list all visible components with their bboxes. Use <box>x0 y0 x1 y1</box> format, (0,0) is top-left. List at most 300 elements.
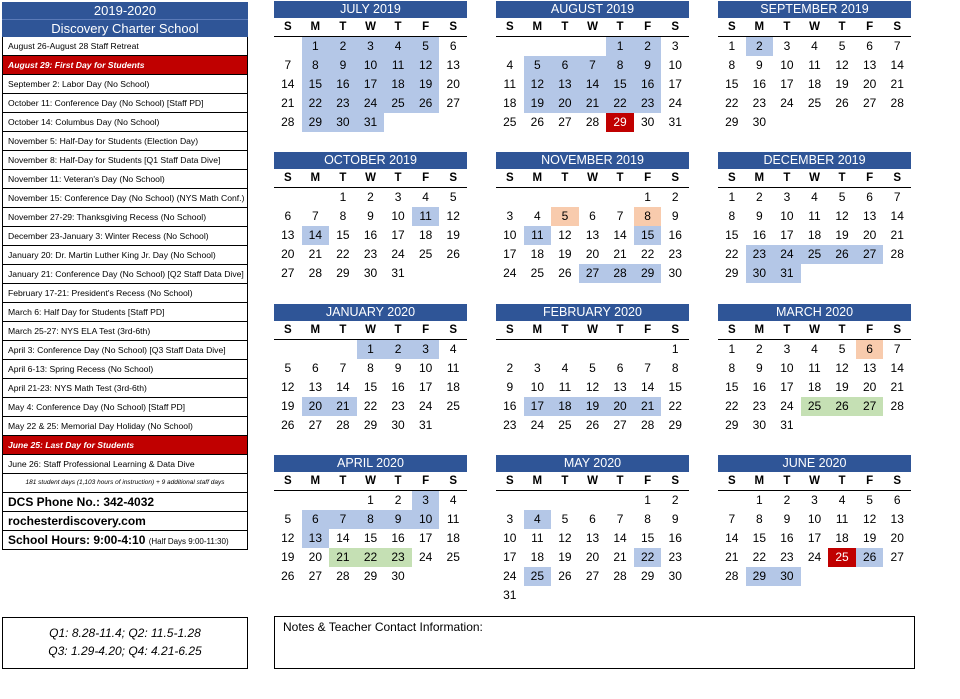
day-cell: 28 <box>585 115 600 129</box>
day-cell: 9 <box>506 380 514 394</box>
day-cell: 29 <box>606 113 634 132</box>
day-cell: 5 <box>866 493 873 507</box>
day-cell: 6 <box>866 190 873 204</box>
day-cell: 28 <box>336 418 350 432</box>
month-title: JANUARY 2020 <box>274 304 467 321</box>
day-cell: 2 <box>394 493 402 507</box>
empty-cell <box>828 416 856 435</box>
day-cell: 12 <box>446 209 460 223</box>
day-cell: 27 <box>308 569 323 583</box>
empty-cell <box>828 113 856 132</box>
weekday-header: M <box>746 18 774 37</box>
day-cell: 19 <box>862 531 877 545</box>
day-cell: 26 <box>446 247 460 261</box>
weekday-header: T <box>384 472 412 491</box>
empty-cell <box>718 586 746 605</box>
day-cell: 1 <box>644 190 651 204</box>
day-cell: 19 <box>835 228 849 242</box>
day-cell: 5 <box>838 39 846 53</box>
day-cell: 17 <box>418 380 433 394</box>
weekday-header: S <box>496 321 524 340</box>
day-cell: 7 <box>893 39 901 53</box>
day-cell: 14 <box>890 58 904 72</box>
day-cell: 30 <box>640 115 655 129</box>
day-cell: 25 <box>503 115 517 129</box>
day-cell: 27 <box>308 418 323 432</box>
day-cell: 13 <box>613 380 627 394</box>
event-item: March 25-27: NYS ELA Test (3rd-6th) <box>2 322 248 341</box>
weekday-header: T <box>606 321 634 340</box>
weekday-header: T <box>329 169 357 188</box>
empty-cell <box>883 435 911 454</box>
empty-cell <box>524 586 552 605</box>
weekday-header: M <box>302 169 330 188</box>
day-cell: 20 <box>281 247 295 261</box>
month-calendar <box>496 1 689 151</box>
empty-cell <box>551 132 579 151</box>
day-cell: 3 <box>783 39 791 53</box>
day-cell: 26 <box>585 418 600 432</box>
day-cell: 30 <box>391 569 405 583</box>
empty-cell <box>718 435 746 454</box>
empty-cell <box>412 264 440 283</box>
day-cell: 3 <box>534 361 541 375</box>
empty-cell <box>801 264 829 283</box>
day-cell: 13 <box>890 512 904 526</box>
day-cell: 27 <box>558 115 572 129</box>
empty-cell <box>496 491 524 510</box>
day-cell: 17 <box>503 247 517 261</box>
day-cell: 12 <box>835 361 849 375</box>
weekday-header: T <box>773 321 801 340</box>
empty-cell <box>801 416 829 435</box>
day-cell: 23 <box>503 418 517 432</box>
day-cell: 16 <box>503 399 517 413</box>
day-cell: 27 <box>281 266 295 280</box>
day-cell: 9 <box>367 209 374 223</box>
weekday-header: M <box>746 472 774 491</box>
day-cell: 12 <box>585 380 600 394</box>
day-cell: 15 <box>634 226 662 245</box>
weekday-header: M <box>524 18 552 37</box>
weekday-header: M <box>746 321 774 340</box>
empty-cell <box>634 340 662 359</box>
event-list <box>2 37 248 474</box>
day-cell: 3 <box>412 491 440 510</box>
empty-cell <box>828 283 856 302</box>
day-cell: 11 <box>384 56 412 75</box>
day-cell: 24 <box>357 94 385 113</box>
school-name-title: Discovery Charter School <box>2 20 248 37</box>
month-title: FEBRUARY 2020 <box>496 304 689 321</box>
empty-cell <box>302 132 330 151</box>
day-cell: 8 <box>367 361 374 375</box>
weekday-header: S <box>883 169 911 188</box>
day-cell: 21 <box>579 94 607 113</box>
day-cell: 5 <box>551 207 579 226</box>
day-cell: 7 <box>893 190 901 204</box>
weekday-header: S <box>439 18 467 37</box>
day-cell: 2 <box>783 493 791 507</box>
month-title: MARCH 2020 <box>718 304 911 321</box>
day-cell: 1 <box>728 190 736 204</box>
empty-cell <box>634 586 662 605</box>
day-cell: 27 <box>856 245 884 264</box>
day-cell: 12 <box>862 512 877 526</box>
day-cell: 10 <box>418 361 433 375</box>
day-cell: 23 <box>634 94 662 113</box>
day-cell: 21 <box>725 550 739 564</box>
month-calendar <box>274 304 467 454</box>
empty-cell <box>883 567 911 586</box>
empty-cell <box>606 491 634 510</box>
month-title: NOVEMBER 2019 <box>496 152 689 169</box>
day-cell: 16 <box>634 75 662 94</box>
event-item: December 23-January 3: Winter Recess (No School) <box>2 227 248 246</box>
weekday-header: T <box>606 472 634 491</box>
day-cell: 19 <box>524 94 552 113</box>
day-cell: 8 <box>644 512 651 526</box>
day-cell: 4 <box>811 190 818 204</box>
day-cell: 26 <box>828 397 856 416</box>
day-cell: 1 <box>302 37 330 56</box>
month-calendar <box>496 152 689 302</box>
empty-cell <box>856 113 884 132</box>
empty-cell <box>634 132 662 151</box>
day-cell: 30 <box>668 266 682 280</box>
day-cell: 18 <box>503 96 517 110</box>
empty-cell <box>718 491 746 510</box>
day-cell: 2 <box>756 190 763 204</box>
day-cell: 17 <box>391 228 405 242</box>
weekday-header: S <box>718 18 746 37</box>
empty-cell <box>883 132 911 151</box>
day-cell: 2 <box>367 190 374 204</box>
empty-cell <box>302 586 330 605</box>
day-cell: 10 <box>668 58 682 72</box>
month-title: JUNE 2020 <box>718 455 911 472</box>
day-cell: 10 <box>780 58 794 72</box>
weekday-header: S <box>439 169 467 188</box>
day-cell: 12 <box>412 56 440 75</box>
weekday-header: S <box>883 321 911 340</box>
day-cell: 25 <box>558 418 572 432</box>
empty-cell <box>718 132 746 151</box>
day-cell: 13 <box>585 531 600 545</box>
day-cell: 14 <box>579 75 607 94</box>
day-cell: 8 <box>606 56 634 75</box>
day-cell: 10 <box>503 531 517 545</box>
day-cell: 3 <box>357 37 385 56</box>
day-cell: 12 <box>835 209 849 223</box>
empty-cell <box>856 264 884 283</box>
day-cell: 30 <box>391 418 405 432</box>
empty-cell <box>661 435 689 454</box>
empty-cell <box>579 188 607 207</box>
day-cell: 26 <box>828 245 856 264</box>
month-title: APRIL 2020 <box>274 455 467 472</box>
day-cell: 13 <box>308 380 323 394</box>
empty-cell <box>551 188 579 207</box>
day-cell: 4 <box>524 510 552 529</box>
day-cell: 30 <box>752 115 767 129</box>
weekday-header: S <box>718 321 746 340</box>
day-cell: 7 <box>284 58 292 72</box>
day-cell: 2 <box>671 493 679 507</box>
empty-cell <box>412 586 440 605</box>
month-calendar <box>496 304 689 454</box>
month-calendar <box>496 455 689 605</box>
notes-box <box>274 616 915 669</box>
day-cell: 30 <box>329 113 357 132</box>
day-cell: 3 <box>783 342 791 356</box>
day-cell: 29 <box>640 569 655 583</box>
day-cell: 7 <box>728 512 736 526</box>
weekday-header: S <box>661 18 689 37</box>
weekday-header: W <box>801 18 829 37</box>
empty-cell <box>773 132 801 151</box>
empty-cell <box>496 340 524 359</box>
day-cell: 19 <box>579 397 607 416</box>
weekday-header: T <box>828 18 856 37</box>
day-cell: 30 <box>363 266 378 280</box>
day-cell: 20 <box>862 380 877 394</box>
day-cell: 26 <box>835 96 849 110</box>
empty-cell <box>302 340 330 359</box>
empty-cell <box>718 283 746 302</box>
empty-cell <box>661 586 689 605</box>
day-cell: 25 <box>446 550 460 564</box>
empty-cell <box>773 283 801 302</box>
day-cell: 22 <box>725 399 739 413</box>
empty-cell <box>856 586 884 605</box>
weekday-header: T <box>384 169 412 188</box>
day-cell: 20 <box>890 531 904 545</box>
day-cell: 6 <box>589 512 596 526</box>
day-cell: 16 <box>752 77 767 91</box>
day-cell: 9 <box>394 361 402 375</box>
weekday-header: W <box>801 472 829 491</box>
day-cell: 24 <box>668 96 682 110</box>
empty-cell <box>856 283 884 302</box>
day-cell: 26 <box>856 548 884 567</box>
day-cell: 29 <box>668 418 682 432</box>
empty-cell <box>801 586 829 605</box>
day-cell: 25 <box>524 567 552 586</box>
empty-cell <box>883 283 911 302</box>
weekday-header: S <box>274 321 302 340</box>
empty-cell <box>551 586 579 605</box>
day-cell: 12 <box>281 380 295 394</box>
day-cell: 11 <box>412 207 440 226</box>
empty-cell <box>524 283 552 302</box>
day-cell: 9 <box>329 56 357 75</box>
summary-note: 181 student days (1,103 hours of instruction) + 9 additional staff days <box>2 474 248 493</box>
empty-cell <box>329 435 357 454</box>
day-cell: 2 <box>506 361 514 375</box>
weekday-header: S <box>274 18 302 37</box>
day-cell: 31 <box>668 115 682 129</box>
day-cell: 29 <box>363 569 378 583</box>
day-cell: 28 <box>613 569 627 583</box>
day-cell: 18 <box>807 228 822 242</box>
weekday-header: S <box>496 169 524 188</box>
day-cell: 5 <box>284 512 292 526</box>
empty-cell <box>579 132 607 151</box>
day-cell: 9 <box>384 510 412 529</box>
weekday-header: W <box>357 18 385 37</box>
day-cell: 26 <box>281 569 295 583</box>
weekday-header: T <box>828 169 856 188</box>
day-cell: 3 <box>811 493 818 507</box>
day-cell: 1 <box>671 342 679 356</box>
day-cell: 5 <box>524 56 552 75</box>
empty-cell <box>551 435 579 454</box>
website-link[interactable]: rochesterdiscovery.com <box>2 512 248 531</box>
day-cell: 5 <box>838 342 846 356</box>
empty-cell <box>661 283 689 302</box>
day-cell: 4 <box>811 342 818 356</box>
weekday-header: S <box>883 472 911 491</box>
day-cell: 15 <box>752 531 767 545</box>
empty-cell <box>606 435 634 454</box>
day-cell: 9 <box>671 512 679 526</box>
day-cell: 12 <box>835 58 849 72</box>
empty-cell <box>801 132 829 151</box>
day-cell: 18 <box>418 228 433 242</box>
day-cell: 18 <box>446 380 460 394</box>
day-cell: 7 <box>893 342 901 356</box>
day-cell: 27 <box>890 550 904 564</box>
day-cell: 15 <box>363 531 378 545</box>
day-cell: 17 <box>780 77 794 91</box>
day-cell: 17 <box>524 397 552 416</box>
day-cell: 1 <box>728 342 736 356</box>
day-cell: 6 <box>312 361 319 375</box>
day-cell: 22 <box>725 247 739 261</box>
day-cell: 13 <box>551 75 579 94</box>
weekday-header: T <box>773 169 801 188</box>
day-cell: 3 <box>783 190 791 204</box>
day-cell: 11 <box>524 226 552 245</box>
day-cell: 16 <box>668 531 682 545</box>
day-cell: 21 <box>890 380 904 394</box>
day-cell: 4 <box>811 39 818 53</box>
day-cell: 10 <box>503 228 517 242</box>
day-cell: 26 <box>412 94 440 113</box>
day-cell: 8 <box>671 361 679 375</box>
weekday-header: W <box>357 321 385 340</box>
day-cell: 31 <box>780 418 794 432</box>
weekday-header: T <box>329 472 357 491</box>
weekday-header: F <box>412 472 440 491</box>
day-cell: 16 <box>363 228 378 242</box>
empty-cell <box>357 435 385 454</box>
day-cell: 19 <box>835 380 849 394</box>
empty-cell <box>579 491 607 510</box>
day-cell: 14 <box>281 77 295 91</box>
empty-cell <box>384 586 412 605</box>
empty-cell <box>634 283 662 302</box>
day-cell: 29 <box>363 418 378 432</box>
empty-cell <box>329 132 357 151</box>
day-cell: 24 <box>530 418 545 432</box>
empty-cell <box>773 435 801 454</box>
day-cell: 1 <box>756 493 763 507</box>
weekday-header: F <box>856 169 884 188</box>
day-cell: 23 <box>363 247 378 261</box>
day-cell: 11 <box>808 361 821 375</box>
empty-cell <box>579 37 607 56</box>
weekday-header: F <box>412 321 440 340</box>
empty-cell <box>439 586 467 605</box>
day-cell: 22 <box>363 399 378 413</box>
day-cell: 19 <box>558 550 572 564</box>
empty-cell <box>773 113 801 132</box>
month-calendar <box>718 304 911 454</box>
day-cell: 31 <box>773 264 801 283</box>
empty-cell <box>357 283 385 302</box>
weekday-header: T <box>551 18 579 37</box>
weekday-header: F <box>856 321 884 340</box>
day-cell: 11 <box>808 58 821 72</box>
day-cell: 20 <box>862 228 877 242</box>
weekday-header: W <box>357 169 385 188</box>
month-calendar <box>718 1 911 151</box>
day-cell: 24 <box>780 399 794 413</box>
day-cell: 6 <box>284 209 292 223</box>
empty-cell <box>329 491 357 510</box>
day-cell: 24 <box>391 247 405 261</box>
day-cell: 13 <box>862 209 877 223</box>
day-cell: 20 <box>302 397 330 416</box>
day-cell: 15 <box>640 531 655 545</box>
day-cell: 19 <box>446 228 460 242</box>
day-cell: 1 <box>357 340 385 359</box>
empty-cell <box>274 132 302 151</box>
day-cell: 4 <box>534 209 541 223</box>
event-item: September 2: Labor Day (No School) <box>2 75 248 94</box>
empty-cell <box>883 416 911 435</box>
day-cell: 25 <box>384 94 412 113</box>
day-cell: 20 <box>446 77 460 91</box>
day-cell: 7 <box>329 510 357 529</box>
empty-cell <box>329 586 357 605</box>
day-cell: 4 <box>422 190 429 204</box>
weekday-header: F <box>634 18 662 37</box>
day-cell: 9 <box>756 209 763 223</box>
day-cell: 8 <box>728 361 736 375</box>
empty-cell <box>439 132 467 151</box>
day-cell: 3 <box>506 512 514 526</box>
empty-cell <box>412 435 440 454</box>
empty-cell <box>357 586 385 605</box>
empty-cell <box>496 435 524 454</box>
day-cell: 17 <box>780 380 794 394</box>
day-cell: 21 <box>613 550 627 564</box>
empty-cell <box>274 37 302 56</box>
day-cell: 3 <box>671 39 679 53</box>
day-cell: 6 <box>856 340 884 359</box>
weekday-header: W <box>579 472 607 491</box>
weekday-header: S <box>661 321 689 340</box>
empty-cell <box>856 435 884 454</box>
day-cell: 26 <box>558 266 572 280</box>
day-cell: 5 <box>589 361 596 375</box>
empty-cell <box>856 132 884 151</box>
day-cell: 17 <box>357 75 385 94</box>
empty-cell <box>439 264 467 283</box>
